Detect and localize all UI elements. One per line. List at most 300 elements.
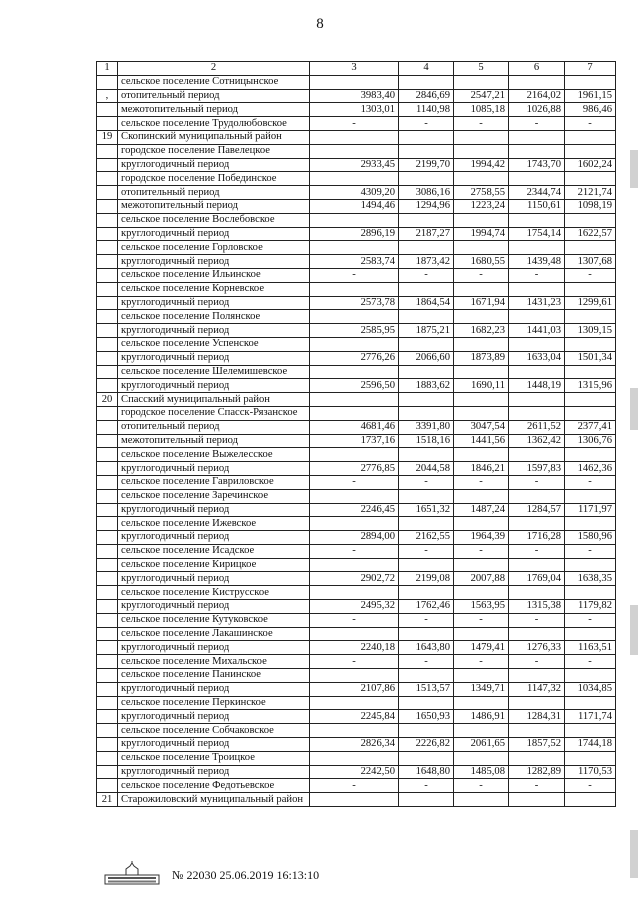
empty-cell xyxy=(399,751,454,765)
table-row xyxy=(97,448,616,462)
value-cell: - xyxy=(399,613,454,627)
empty-cell xyxy=(509,669,565,683)
value-cell: 2896,19 xyxy=(310,227,399,241)
value-cell: 1682,23 xyxy=(454,324,509,338)
value-cell: 2245,84 xyxy=(310,710,399,724)
value-cell: 1441,56 xyxy=(454,434,509,448)
value-cell: 2199,08 xyxy=(399,572,454,586)
empty-cell xyxy=(454,751,509,765)
table-row xyxy=(97,489,616,503)
table-row xyxy=(97,558,616,572)
row-name-cell: круглогодичный период xyxy=(118,765,310,779)
header-cell: 3 xyxy=(310,62,399,76)
value-cell: 2164,02 xyxy=(509,89,565,103)
empty-cell xyxy=(454,558,509,572)
empty-cell xyxy=(565,365,616,379)
value-cell: - xyxy=(310,544,399,558)
value-cell: 1883,62 xyxy=(399,379,454,393)
row-name-cell: Спасский муниципальный район xyxy=(118,393,310,407)
table-row xyxy=(97,144,616,158)
value-cell: 1098,19 xyxy=(565,199,616,213)
value-cell: - xyxy=(454,475,509,489)
table-row xyxy=(97,337,616,351)
row-number-cell xyxy=(97,724,118,738)
empty-cell xyxy=(454,337,509,351)
empty-cell xyxy=(509,213,565,227)
row-name-cell: сельское поселение Собчаковское xyxy=(118,724,310,738)
value-cell: 1857,52 xyxy=(509,738,565,752)
row-number-cell xyxy=(97,600,118,614)
row-number-cell xyxy=(97,696,118,710)
table-row xyxy=(97,572,616,586)
empty-cell xyxy=(509,130,565,144)
value-cell: 1622,57 xyxy=(565,227,616,241)
empty-cell xyxy=(310,282,399,296)
row-number-cell: 19 xyxy=(97,130,118,144)
table-row xyxy=(97,738,616,752)
row-number-cell xyxy=(97,337,118,351)
row-number-cell xyxy=(97,544,118,558)
value-cell: - xyxy=(565,613,616,627)
row-number-cell xyxy=(97,158,118,172)
table-row xyxy=(97,517,616,531)
empty-cell xyxy=(509,310,565,324)
empty-cell xyxy=(509,365,565,379)
value-cell: 1873,42 xyxy=(399,255,454,269)
value-cell: 1026,88 xyxy=(509,103,565,117)
empty-cell xyxy=(565,448,616,462)
value-cell: 1737,16 xyxy=(310,434,399,448)
value-cell: 1170,53 xyxy=(565,765,616,779)
value-cell: 1597,83 xyxy=(509,462,565,476)
row-name-cell: круглогодичный период xyxy=(118,572,310,586)
value-cell: 1362,42 xyxy=(509,434,565,448)
row-number-cell: 21 xyxy=(97,793,118,807)
table-row xyxy=(97,351,616,365)
row-number-cell xyxy=(97,682,118,696)
row-number-cell xyxy=(97,434,118,448)
value-cell: 1680,55 xyxy=(454,255,509,269)
empty-cell xyxy=(565,144,616,158)
empty-cell xyxy=(565,130,616,144)
empty-cell xyxy=(565,627,616,641)
empty-cell xyxy=(310,406,399,420)
table-row xyxy=(97,779,616,793)
value-cell: 1306,76 xyxy=(565,434,616,448)
row-number-cell xyxy=(97,186,118,200)
empty-cell xyxy=(454,75,509,89)
empty-cell xyxy=(310,586,399,600)
row-number-cell xyxy=(97,531,118,545)
empty-cell xyxy=(509,489,565,503)
row-number-cell xyxy=(97,558,118,572)
empty-cell xyxy=(454,130,509,144)
row-name-cell: круглогодичный период xyxy=(118,351,310,365)
row-name-cell: сельское поселение Полянское xyxy=(118,310,310,324)
value-cell: - xyxy=(565,268,616,282)
value-cell: 2187,27 xyxy=(399,227,454,241)
row-number-cell xyxy=(97,572,118,586)
empty-cell xyxy=(565,489,616,503)
value-cell: 2199,70 xyxy=(399,158,454,172)
empty-cell xyxy=(565,75,616,89)
value-cell: 1150,61 xyxy=(509,199,565,213)
table-row xyxy=(97,255,616,269)
value-cell: 2611,52 xyxy=(509,420,565,434)
empty-cell xyxy=(565,517,616,531)
value-cell: - xyxy=(399,117,454,131)
table-row xyxy=(97,324,616,338)
row-number-cell xyxy=(97,324,118,338)
value-cell: 1602,24 xyxy=(565,158,616,172)
row-name-cell: круглогодичный период xyxy=(118,227,310,241)
value-cell: - xyxy=(310,475,399,489)
table-row xyxy=(97,130,616,144)
value-cell: - xyxy=(454,779,509,793)
value-cell: 1485,08 xyxy=(454,765,509,779)
row-number-cell xyxy=(97,765,118,779)
value-cell: 1284,57 xyxy=(509,503,565,517)
value-cell: 2246,45 xyxy=(310,503,399,517)
value-cell: - xyxy=(399,475,454,489)
value-cell: - xyxy=(454,544,509,558)
table-row xyxy=(97,117,616,131)
row-name-cell: круглогодичный период xyxy=(118,324,310,338)
row-name-cell: сельское поселение Корневское xyxy=(118,282,310,296)
value-cell: 1650,93 xyxy=(399,710,454,724)
value-cell: 2902,72 xyxy=(310,572,399,586)
value-cell: - xyxy=(310,613,399,627)
header-cell: 2 xyxy=(118,62,310,76)
empty-cell xyxy=(509,448,565,462)
value-cell: 1282,89 xyxy=(509,765,565,779)
value-cell: - xyxy=(509,268,565,282)
value-cell: 2162,55 xyxy=(399,531,454,545)
row-number-cell xyxy=(97,103,118,117)
row-name-cell: сельское поселение Горловское xyxy=(118,241,310,255)
row-name-cell: сельское поселение Перкинское xyxy=(118,696,310,710)
empty-cell xyxy=(310,365,399,379)
table-row xyxy=(97,75,616,89)
table-row xyxy=(97,393,616,407)
value-cell: 1643,80 xyxy=(399,641,454,655)
table-row xyxy=(97,434,616,448)
row-name-cell: сельское поселение Шелемишевское xyxy=(118,365,310,379)
empty-cell xyxy=(399,393,454,407)
value-cell: 1487,24 xyxy=(454,503,509,517)
empty-cell xyxy=(310,724,399,738)
value-cell: 3391,80 xyxy=(399,420,454,434)
empty-cell xyxy=(399,558,454,572)
table-row xyxy=(97,544,616,558)
table-row xyxy=(97,186,616,200)
empty-cell xyxy=(399,282,454,296)
table-row xyxy=(97,793,616,807)
row-number-cell xyxy=(97,379,118,393)
empty-cell xyxy=(399,696,454,710)
value-cell: 1284,31 xyxy=(509,710,565,724)
row-number-cell xyxy=(97,627,118,641)
empty-cell xyxy=(310,172,399,186)
value-cell: 1315,38 xyxy=(509,600,565,614)
empty-cell xyxy=(454,406,509,420)
empty-cell xyxy=(454,172,509,186)
row-name-cell: сельское поселение Михальское xyxy=(118,655,310,669)
value-cell: - xyxy=(454,655,509,669)
value-cell: 1690,11 xyxy=(454,379,509,393)
value-cell: 2547,21 xyxy=(454,89,509,103)
header-cell: 1 xyxy=(97,62,118,76)
value-cell: 2066,60 xyxy=(399,351,454,365)
page-number: 8 xyxy=(316,16,324,32)
empty-cell xyxy=(310,558,399,572)
value-cell: - xyxy=(310,779,399,793)
empty-cell xyxy=(399,406,454,420)
header-row xyxy=(97,62,616,76)
row-number-cell xyxy=(97,282,118,296)
table-row xyxy=(97,241,616,255)
empty-cell xyxy=(565,406,616,420)
value-cell: 1743,70 xyxy=(509,158,565,172)
value-cell: 1716,28 xyxy=(509,531,565,545)
value-cell: - xyxy=(310,655,399,669)
empty-cell xyxy=(399,724,454,738)
row-number-cell xyxy=(97,779,118,793)
value-cell: 1441,03 xyxy=(509,324,565,338)
scan-margin-mark xyxy=(630,388,638,430)
row-number-cell xyxy=(97,448,118,462)
empty-cell xyxy=(454,724,509,738)
row-name-cell: сельское поселение Вослебовское xyxy=(118,213,310,227)
empty-cell xyxy=(509,793,565,807)
value-cell: 2121,74 xyxy=(565,186,616,200)
row-number-cell xyxy=(97,406,118,420)
row-name-cell: круглогодичный период xyxy=(118,531,310,545)
value-cell: 3086,16 xyxy=(399,186,454,200)
value-cell: - xyxy=(565,779,616,793)
empty-cell xyxy=(454,310,509,324)
value-cell: 1349,71 xyxy=(454,682,509,696)
empty-cell xyxy=(310,627,399,641)
row-name-cell: сельское поселение Киструсское xyxy=(118,586,310,600)
value-cell: - xyxy=(565,655,616,669)
empty-cell xyxy=(454,627,509,641)
row-number-cell xyxy=(97,365,118,379)
empty-cell xyxy=(399,130,454,144)
row-name-cell: сельское поселение Заречинское xyxy=(118,489,310,503)
empty-cell xyxy=(509,75,565,89)
empty-cell xyxy=(454,517,509,531)
empty-cell xyxy=(454,448,509,462)
row-name-cell: городское поселение Павелецкое xyxy=(118,144,310,158)
value-cell: 1163,51 xyxy=(565,641,616,655)
empty-cell xyxy=(565,172,616,186)
row-name-cell: отопительный период xyxy=(118,89,310,103)
empty-cell xyxy=(310,144,399,158)
value-cell: 2776,26 xyxy=(310,351,399,365)
value-cell: 986,46 xyxy=(565,103,616,117)
empty-cell xyxy=(399,144,454,158)
empty-cell xyxy=(565,213,616,227)
row-number-cell xyxy=(97,296,118,310)
empty-cell xyxy=(454,241,509,255)
row-number-cell xyxy=(97,255,118,269)
row-number-cell: , xyxy=(97,89,118,103)
table-row xyxy=(97,420,616,434)
empty-cell xyxy=(310,751,399,765)
row-number-cell xyxy=(97,517,118,531)
value-cell: - xyxy=(399,655,454,669)
value-cell: 1171,74 xyxy=(565,710,616,724)
value-cell: 1864,54 xyxy=(399,296,454,310)
empty-cell xyxy=(509,282,565,296)
row-name-cell: сельское поселение Панинское xyxy=(118,669,310,683)
empty-cell xyxy=(454,144,509,158)
value-cell: 2495,32 xyxy=(310,600,399,614)
value-cell: 1994,74 xyxy=(454,227,509,241)
empty-cell xyxy=(310,337,399,351)
row-number-cell xyxy=(97,213,118,227)
table-row xyxy=(97,751,616,765)
value-cell: - xyxy=(310,117,399,131)
row-number-cell xyxy=(97,199,118,213)
empty-cell xyxy=(310,393,399,407)
table-row xyxy=(97,475,616,489)
empty-cell xyxy=(310,75,399,89)
row-number-cell xyxy=(97,227,118,241)
value-cell: 1299,61 xyxy=(565,296,616,310)
empty-cell xyxy=(454,365,509,379)
row-name-cell: сельское поселение Лакашинское xyxy=(118,627,310,641)
value-cell: 1633,04 xyxy=(509,351,565,365)
empty-cell xyxy=(399,627,454,641)
table-row xyxy=(97,213,616,227)
table-row xyxy=(97,682,616,696)
value-cell: 2240,18 xyxy=(310,641,399,655)
empty-cell xyxy=(565,558,616,572)
row-name-cell: круглогодичный период xyxy=(118,710,310,724)
row-name-cell: отопительный период xyxy=(118,186,310,200)
row-number-cell xyxy=(97,351,118,365)
empty-cell xyxy=(399,586,454,600)
empty-cell xyxy=(399,489,454,503)
empty-cell xyxy=(399,669,454,683)
empty-cell xyxy=(509,724,565,738)
table-row xyxy=(97,103,616,117)
row-name-cell: круглогодичный период xyxy=(118,641,310,655)
value-cell: 1315,96 xyxy=(565,379,616,393)
empty-cell xyxy=(509,241,565,255)
row-name-cell: Скопинский муниципальный район xyxy=(118,130,310,144)
value-cell: - xyxy=(565,544,616,558)
empty-cell xyxy=(399,365,454,379)
value-cell: - xyxy=(310,268,399,282)
empty-cell xyxy=(454,793,509,807)
row-name-cell: межотопительный период xyxy=(118,434,310,448)
table-row xyxy=(97,655,616,669)
value-cell: 2044,58 xyxy=(399,462,454,476)
table-row xyxy=(97,379,616,393)
table-row xyxy=(97,710,616,724)
value-cell: 4681,46 xyxy=(310,420,399,434)
value-cell: 2846,69 xyxy=(399,89,454,103)
value-cell: 1294,96 xyxy=(399,199,454,213)
empty-cell xyxy=(565,696,616,710)
empty-cell xyxy=(509,751,565,765)
value-cell: - xyxy=(509,544,565,558)
row-number-cell xyxy=(97,641,118,655)
value-cell: 1309,15 xyxy=(565,324,616,338)
value-cell: 3047,54 xyxy=(454,420,509,434)
value-cell: 1303,01 xyxy=(310,103,399,117)
value-cell: 2573,78 xyxy=(310,296,399,310)
empty-cell xyxy=(399,75,454,89)
table-row xyxy=(97,462,616,476)
value-cell: 1439,48 xyxy=(509,255,565,269)
value-cell: 1648,80 xyxy=(399,765,454,779)
empty-cell xyxy=(454,213,509,227)
empty-cell xyxy=(509,696,565,710)
row-name-cell: круглогодичный период xyxy=(118,158,310,172)
empty-cell xyxy=(310,130,399,144)
value-cell: - xyxy=(399,268,454,282)
value-cell: 2596,50 xyxy=(310,379,399,393)
value-cell: 2107,86 xyxy=(310,682,399,696)
value-cell: 2007,88 xyxy=(454,572,509,586)
row-number-cell xyxy=(97,241,118,255)
empty-cell xyxy=(509,172,565,186)
value-cell: - xyxy=(509,475,565,489)
table-row xyxy=(97,613,616,627)
empty-cell xyxy=(399,517,454,531)
table-row xyxy=(97,503,616,517)
row-number-cell xyxy=(97,503,118,517)
row-number-cell xyxy=(97,655,118,669)
empty-cell xyxy=(509,144,565,158)
value-cell: - xyxy=(509,779,565,793)
table-row xyxy=(97,641,616,655)
empty-cell xyxy=(565,241,616,255)
row-number-cell xyxy=(97,420,118,434)
table-row xyxy=(97,89,616,103)
row-name-cell: сельское поселение Кутуковское xyxy=(118,613,310,627)
row-name-cell: сельское поселение Сотницынское xyxy=(118,75,310,89)
header-cell: 5 xyxy=(454,62,509,76)
value-cell: - xyxy=(565,475,616,489)
row-name-cell: сельское поселение Гавриловское xyxy=(118,475,310,489)
value-cell: 1994,42 xyxy=(454,158,509,172)
scan-margin-mark xyxy=(630,605,638,655)
table-row xyxy=(97,282,616,296)
empty-cell xyxy=(399,241,454,255)
row-name-cell: сельское поселение Федотьевское xyxy=(118,779,310,793)
row-number-cell xyxy=(97,172,118,186)
row-name-cell: круглогодичный период xyxy=(118,738,310,752)
value-cell: 1563,95 xyxy=(454,600,509,614)
row-name-cell: круглогодичный период xyxy=(118,255,310,269)
empty-cell xyxy=(565,337,616,351)
row-number-cell xyxy=(97,268,118,282)
value-cell: 3983,40 xyxy=(310,89,399,103)
empty-cell xyxy=(454,586,509,600)
row-number-cell xyxy=(97,475,118,489)
empty-cell xyxy=(454,696,509,710)
empty-cell xyxy=(454,669,509,683)
row-number-cell xyxy=(97,117,118,131)
table-row xyxy=(97,586,616,600)
value-cell: - xyxy=(509,117,565,131)
document-number-sign: № xyxy=(172,868,184,882)
